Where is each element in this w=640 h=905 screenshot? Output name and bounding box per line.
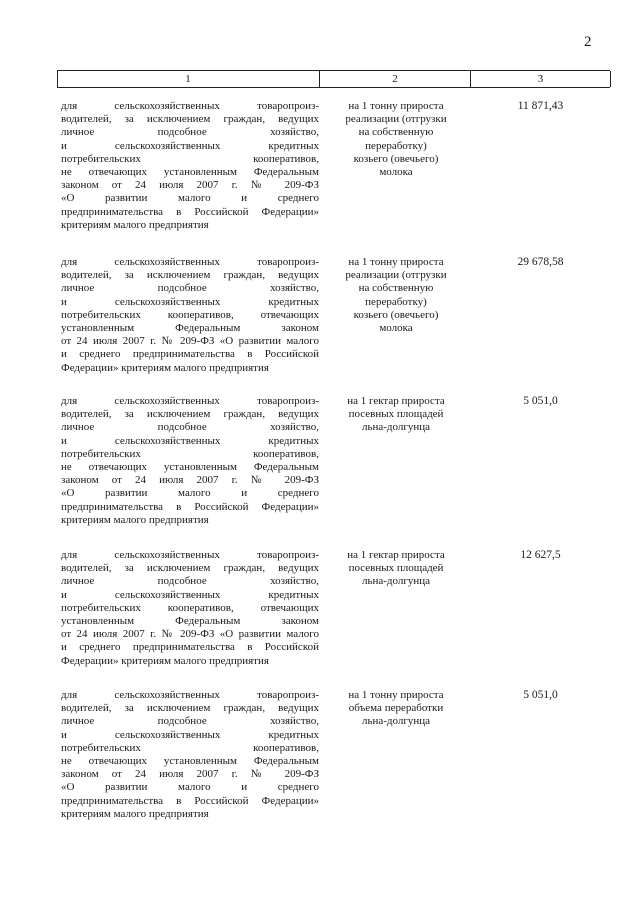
rate-value: 5 051,0 — [523, 689, 558, 701]
rate-value: 29 678,58 — [517, 256, 564, 268]
column-header-1: 1 — [185, 73, 191, 85]
unit-description: на 1 тонну прироста реализации (отгрузки на собственную переработку) козьего (овечьего) молока — [345, 256, 447, 335]
unit-description: на 1 тонну прироста объема переработки льна-долгунца — [348, 689, 444, 728]
recipient-description: для сельскохозяйственных товаропроиз- водителей, за исключением граждан, ведущих личное подсобное хозяйство, и сельскохозяйственных кредитных потребительских кооперативов, не отвечающих установленным Федеральным законом от 24 июля 2007 г. № 209-ФЗ «О развитии малого и среднего предпринимательства в Российской Федерации» критериям малого предприятия — [61, 100, 319, 231]
recipient-description: для сельскохозяйственных товаропроиз- водителей, за исключением граждан, ведущих личное подсобное хозяйство, и сельскохозяйственных кредитных потребительских кооперативов, отвечающих установленным Федеральным законом от 24 июля 2007 г. № 209-ФЗ «О развитии малого и среднего предпринимательства в Российской Федерации» критериям малого предприятия — [61, 549, 319, 667]
recipient-description: для сельскохозяйственных товаропроиз- водителей, за исключением граждан, ведущих личное подсобное хозяйство, и сельскохозяйственных кредитных потребительских кооперативов, не отвечающих установленным Федеральным законом от 24 июля 2007 г. № 209-ФЗ «О развитии малого и среднего предпринимательства в Российской Федерации» критериям малого предприятия — [61, 395, 319, 526]
column-header-3: 3 — [537, 73, 544, 85]
rate-value: 11 871,43 — [517, 100, 564, 112]
page-number: 2 — [584, 34, 592, 50]
recipient-description: для сельскохозяйственных товаропроиз- водителей, за исключением граждан, ведущих личное подсобное хозяйство, и сельскохозяйственных кредитных потребительских кооперативов, не отвечающих установленным Федеральным законом от 24 июля 2007 г. № 209-ФЗ «О развитии малого и среднего предпринимательства в Российской Федерации» критериям малого предприятия — [61, 689, 319, 820]
recipient-description: для сельскохозяйственных товаропроиз- водителей, за исключением граждан, ведущих личное подсобное хозяйство, и сельскохозяйственных кредитных потребительских кооперативов, отвечающих установленным Федеральным законом от 24 июля 2007 г. № 209-ФЗ «О развитии малого и среднего предпринимательства в Российской Федерации» критериям малого предприятия — [61, 256, 319, 374]
rate-value: 12 627,5 — [520, 549, 561, 561]
rate-value: 5 051,0 — [523, 395, 558, 407]
column-header-row — [57, 70, 610, 88]
unit-description: на 1 тонну прироста реализации (отгрузки на собственную переработку) козьего (овечьего) молока — [345, 100, 447, 179]
column-header-2: 2 — [392, 73, 398, 85]
unit-description: на 1 гектар прироста посевных площадей льна-долгунца — [347, 395, 445, 434]
unit-description: на 1 гектар прироста посевных площадей льна-долгунца — [347, 549, 445, 588]
